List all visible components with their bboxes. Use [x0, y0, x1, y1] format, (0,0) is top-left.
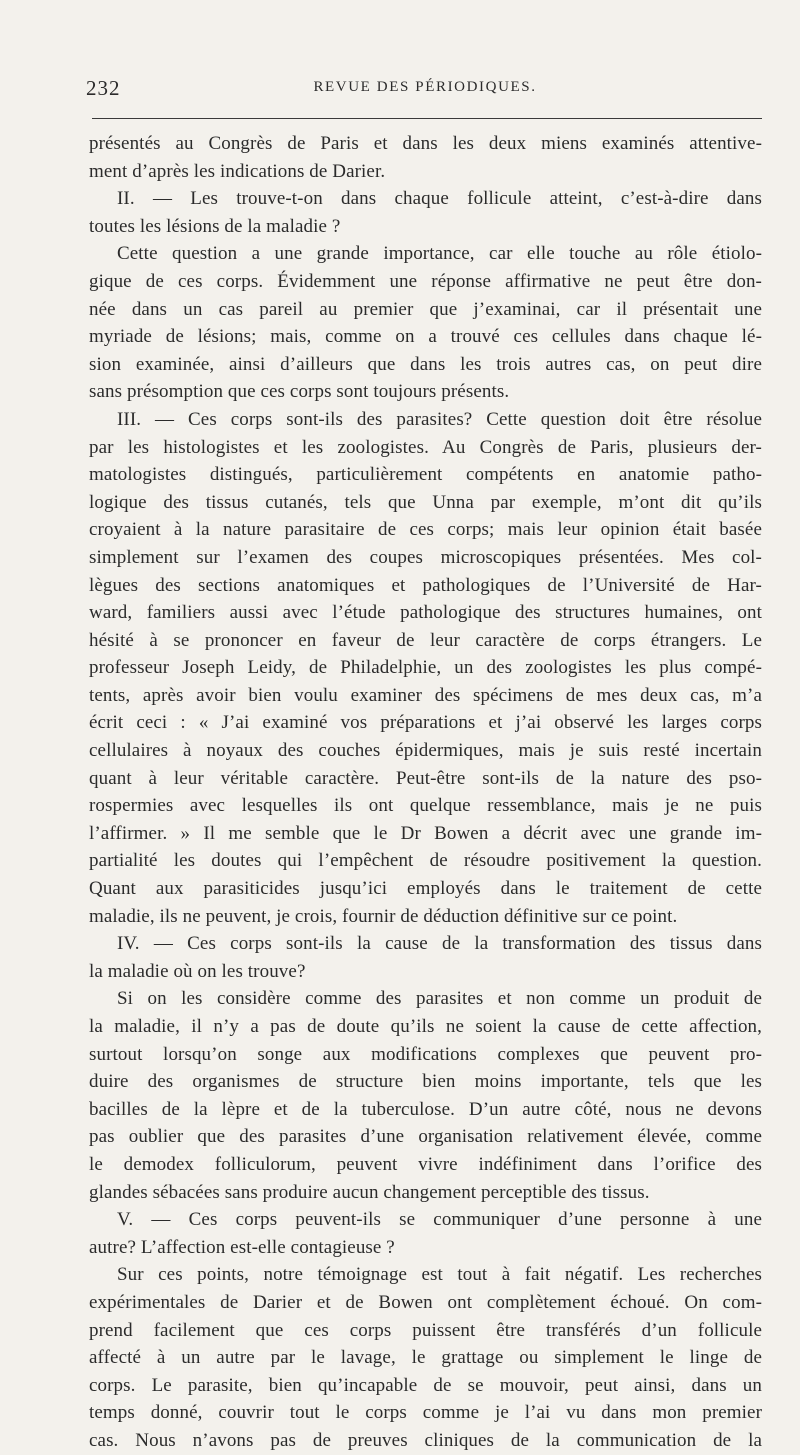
text-line: Quant aux parasiticides jusqu’ici employés dans le traitement de cette	[89, 878, 762, 900]
text-line: par les histologistes et les zoologistes. Au Congrès de Paris, plusieurs der-	[89, 436, 762, 458]
text-line: née dans un cas pareil au premier que j’examinai, car il présentait une	[89, 298, 762, 320]
text-line: III. — Ces corps sont-ils des parasites? Cette question doit être résolue	[117, 408, 762, 430]
text-line: expérimentales de Darier et de Bowen ont complètement échoué. On com-	[89, 1291, 762, 1313]
text-line: ment d’après les indications de Darier.	[89, 160, 386, 182]
text-line: la maladie, il n’y a pas de doute qu’ils ne soient la cause de cette affection,	[89, 1016, 762, 1037]
text-line: gique de ces corps. Évidemment une réponse affirmative ne peut être don-	[89, 270, 762, 292]
header-rule	[92, 118, 762, 119]
text-line: l’affirmer. » Il me semble que le Dr Bowen a décrit avec une grande im-	[89, 822, 762, 844]
text-line: II. — Les trouve-t-on dans chaque follicule atteint, c’est-à-dire dans	[117, 188, 762, 210]
body-text	[89, 130, 762, 1455]
text-line: cas. Nous n’avons pas de preuves cliniques de la communication de la	[89, 1429, 762, 1451]
text-line: duire des organismes de structure bien moins importante, tels que les	[89, 1071, 762, 1093]
text-line: myriade de lésions; mais, comme on a trouvé ces cellules dans chaque lé-	[89, 326, 762, 348]
text-line: la maladie où on les trouve?	[89, 960, 306, 982]
text-line: corps. Le parasite, bien qu’incapable de se mouvoir, peut ainsi, dans un	[89, 1374, 762, 1396]
text-line: autre? L’affection est-elle contagieuse ?	[89, 1236, 395, 1258]
text-line: toutes les lésions de la maladie ?	[89, 215, 341, 237]
text-line: matologistes distingués, particulièrement compétents en anatomie patho-	[89, 464, 762, 486]
text-line: Si on les considère comme des parasites et non comme un produit de	[117, 988, 762, 1010]
text-line: ward, familiers aussi avec l’étude pathologique des structures humaines, ont	[89, 602, 762, 624]
text-line: glandes sébacées sans produire aucun changement perceptible des tissus.	[89, 1181, 650, 1203]
text-line: bacilles de la lèpre et de la tuberculose. D’un autre côté, nous ne devons	[89, 1098, 762, 1120]
text-line: temps donné, couvrir tout le corps comme je l’ai vu dans mon premier	[89, 1402, 762, 1424]
page-header	[86, 76, 764, 104]
text-line: lègues des sections anatomiques et pathologiques de l’Université de Har-	[89, 574, 762, 596]
text-line: simplement sur l’examen des coupes microscopiques présentées. Mes col-	[89, 546, 762, 568]
text-line: maladie, ils ne peuvent, je crois, fournir de déduction définitive sur ce point.	[89, 905, 678, 927]
text-line: professeur Joseph Leidy, de Philadelphie, un des zoologistes les plus compé-	[89, 657, 762, 679]
text-line: croyaient à la nature parasitaire de ces corps; mais leur opinion était basée	[89, 519, 762, 541]
text-line: sans présomption que ces corps sont toujours présents.	[89, 381, 510, 403]
text-line: cellulaires à noyaux des couches épidermiques, mais je suis resté incertain	[89, 740, 762, 762]
text-line: rospermies avec lesquelles ils ont quelque ressemblance, mais je ne puis	[89, 795, 762, 817]
text-line: surtout lorsqu’on songe aux modifications complexes que peuvent pro-	[89, 1043, 762, 1065]
text-line: hésité à se prononcer en faveur de leur caractère de corps étrangers. Le	[89, 629, 762, 651]
text-line: Cette question a une grande importance, car elle touche au rôle étiolo-	[117, 243, 762, 265]
text-line: quant à leur véritable caractère. Peut-être sont-ils de la nature des pso-	[89, 767, 762, 789]
page-number: 232	[86, 76, 121, 100]
text-line: logique des tissus cutanés, tels que Unna par exemple, m’ont dit qu’ils	[89, 491, 762, 513]
text-line: écrit ceci : « J’ai examiné vos préparations et j’ai observé les larges corps	[89, 712, 762, 734]
text-line: pas oublier que des parasites d’une organisation relativement élevée, comme	[89, 1126, 762, 1148]
text-line: sion examinée, ainsi d’ailleurs que dans les trois autres cas, on peut dire	[89, 353, 762, 375]
text-line: Sur ces points, notre témoignage est tout à fait négatif. Les recherches	[117, 1264, 762, 1286]
text-line: le demodex folliculorum, peuvent vivre indéfiniment dans l’orifice des	[89, 1153, 762, 1175]
text-line: prend facilement que ces corps puissent être transférés d’un follicule	[89, 1319, 762, 1341]
text-line: V. — Ces corps peuvent-ils se communiquer d’une personne à une	[117, 1209, 762, 1231]
running-title: REVUE DES PÉRIODIQUES.	[313, 79, 537, 95]
text-line: partialité les doutes qui l’empêchent de résoudre positivement la question.	[89, 850, 762, 872]
text-line: affecté à un autre par le lavage, le grattage ou simplement le linge de	[89, 1347, 762, 1369]
text-line: tents, après avoir bien voulu examiner des spécimens de mes deux cas, m’a	[89, 684, 762, 706]
text-line: IV. — Ces corps sont-ils la cause de la transformation des tissus dans	[117, 933, 762, 955]
text-line: présentés au Congrès de Paris et dans les deux miens examinés attentive-	[89, 133, 762, 154]
